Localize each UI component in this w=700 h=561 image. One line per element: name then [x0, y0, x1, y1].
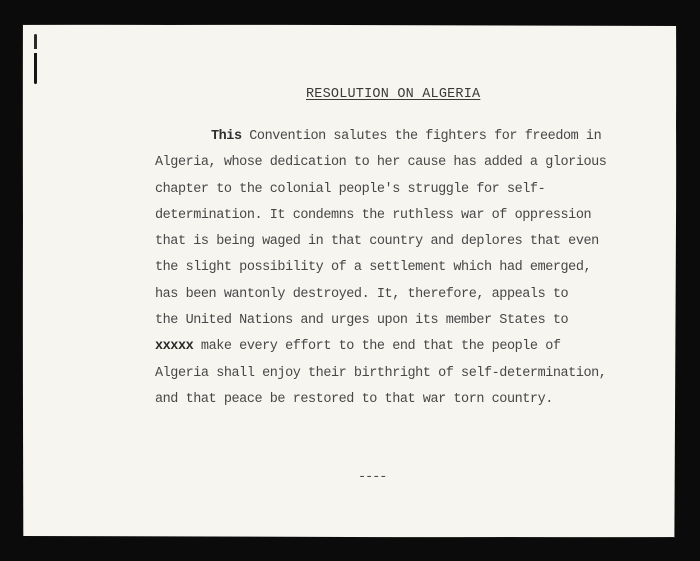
line-text: make every effort to the end that the people of: [193, 339, 561, 355]
body-line-10: Algeria shall enjoy their birthright of self-determination,: [155, 365, 607, 381]
body-line-2: Algeria, whose dedication to her cause has added a glorious: [155, 155, 607, 171]
struck-text: xxxxx: [155, 339, 194, 355]
line-text: Convention salutes the fighters for freedom in: [241, 129, 602, 144]
body-line-6: the slight possibility of a settlement which had emerged,: [155, 260, 592, 276]
staple-mark: [34, 34, 37, 84]
body-line-8: the United Nations and urges upon its member States to: [155, 313, 569, 329]
body-line-7: has been wantonly destroyed. It, therefore, appeals to: [155, 286, 569, 302]
body-line-11: and that peace be restored to that war torn country.: [155, 391, 553, 407]
closing-rule: ----: [358, 470, 387, 485]
lead-word: This: [211, 129, 242, 144]
body-line-3: chapter to the colonial people's struggle for self-: [155, 181, 546, 197]
body-line-9: [155, 334, 625, 360]
resolution-body: [155, 124, 625, 413]
body-line-5: that is being waged in that country and deplores that even: [155, 234, 599, 250]
document-title: RESOLUTION ON ALGERIA: [306, 87, 481, 102]
body-line-4: determination. It condemns the ruthless war of oppression: [155, 207, 592, 223]
body-line-1: [155, 124, 625, 150]
